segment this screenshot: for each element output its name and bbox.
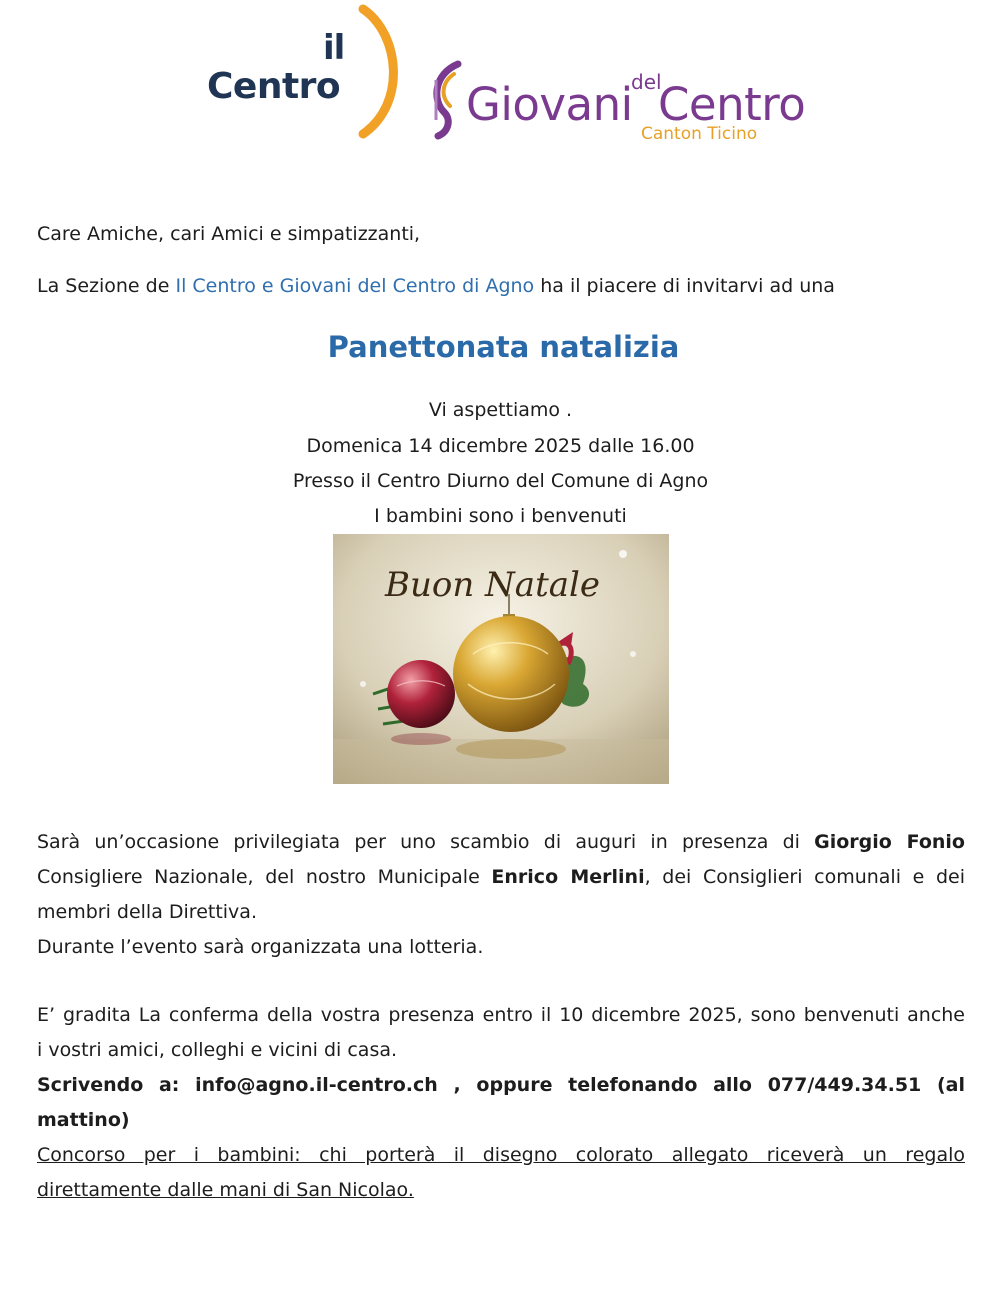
logo-canton-text: Canton Ticino [641, 124, 758, 144]
paragraph-row [37, 825, 965, 860]
text-span: , dei Consiglieri comunali e dei [644, 866, 966, 888]
paragraph-row: E’ gradita La conferma della vostra presenza entro il 10 dicembre 2025, sono benvenuti anche [37, 1004, 965, 1026]
guest-name: Giorgio Fonio [814, 831, 965, 853]
paragraph-row: i vostri amici, colleghi e vicini di casa. [37, 1039, 398, 1061]
paragraph-confirmation [37, 998, 965, 1138]
greeting: Care Amiche, cari Amici e simpatizzanti, [37, 223, 421, 245]
buon-natale-image [333, 534, 669, 784]
paragraph-row [37, 860, 965, 895]
detail-line: Presso il Centro Diurno del Comune di Agno [292, 470, 709, 492]
contact-row: Scrivendo a: info@agno.il-centro.ch , oppure telefonando allo 077/449.34.51 (al mattino) [37, 1074, 965, 1131]
paragraph-contest [37, 1138, 965, 1208]
detail-line: Vi aspettiamo . [428, 399, 573, 421]
detail-line: Domenica 14 dicembre 2025 dalle 16.00 [306, 435, 695, 457]
logo-del-text: del [631, 70, 662, 94]
il-centro-logo [205, 4, 405, 139]
paragraph-row: Durante l’evento sarà organizzata una lotteria. [37, 936, 484, 958]
buon-natale-script: Buon Natale [385, 565, 601, 605]
logo-giovani-text: Giovani [466, 78, 633, 131]
orange-arc-icon [355, 4, 415, 139]
guest-name: Enrico Merlini [491, 866, 645, 888]
intro-line [37, 274, 835, 298]
paragraph-row: membri della Direttiva. [37, 901, 257, 923]
text-span: Consigliere Nazionale, del nostro Municipale [37, 866, 492, 888]
event-title: Panettonata natalizia [327, 330, 680, 364]
giovani-del-centro-logo [428, 58, 848, 148]
paragraph-row: Concorso per i bambini: chi porterà il disegno colorato allegato riceverà un regalo [37, 1144, 965, 1166]
text-span: Sarà un’occasione privilegiata per uno scambio di auguri in presenza di [37, 831, 815, 853]
intro-after: ha il piacere di invitarvi ad una [534, 275, 835, 297]
logo-centro-text: Centro [207, 66, 341, 107]
paragraph-guests [37, 825, 965, 965]
detail-line: I bambini sono i benvenuti [374, 505, 627, 527]
logo-il-text: il [323, 28, 345, 68]
logo-centro2-text: Centro [658, 78, 806, 131]
intro-before: La Sezione de [37, 275, 176, 297]
paragraph-row: direttamente dalle mani di San Nicolao. [37, 1179, 414, 1201]
intro-highlight: Il Centro e Giovani del Centro di Agno [175, 275, 535, 297]
giovani-swirl-icon [428, 60, 468, 140]
